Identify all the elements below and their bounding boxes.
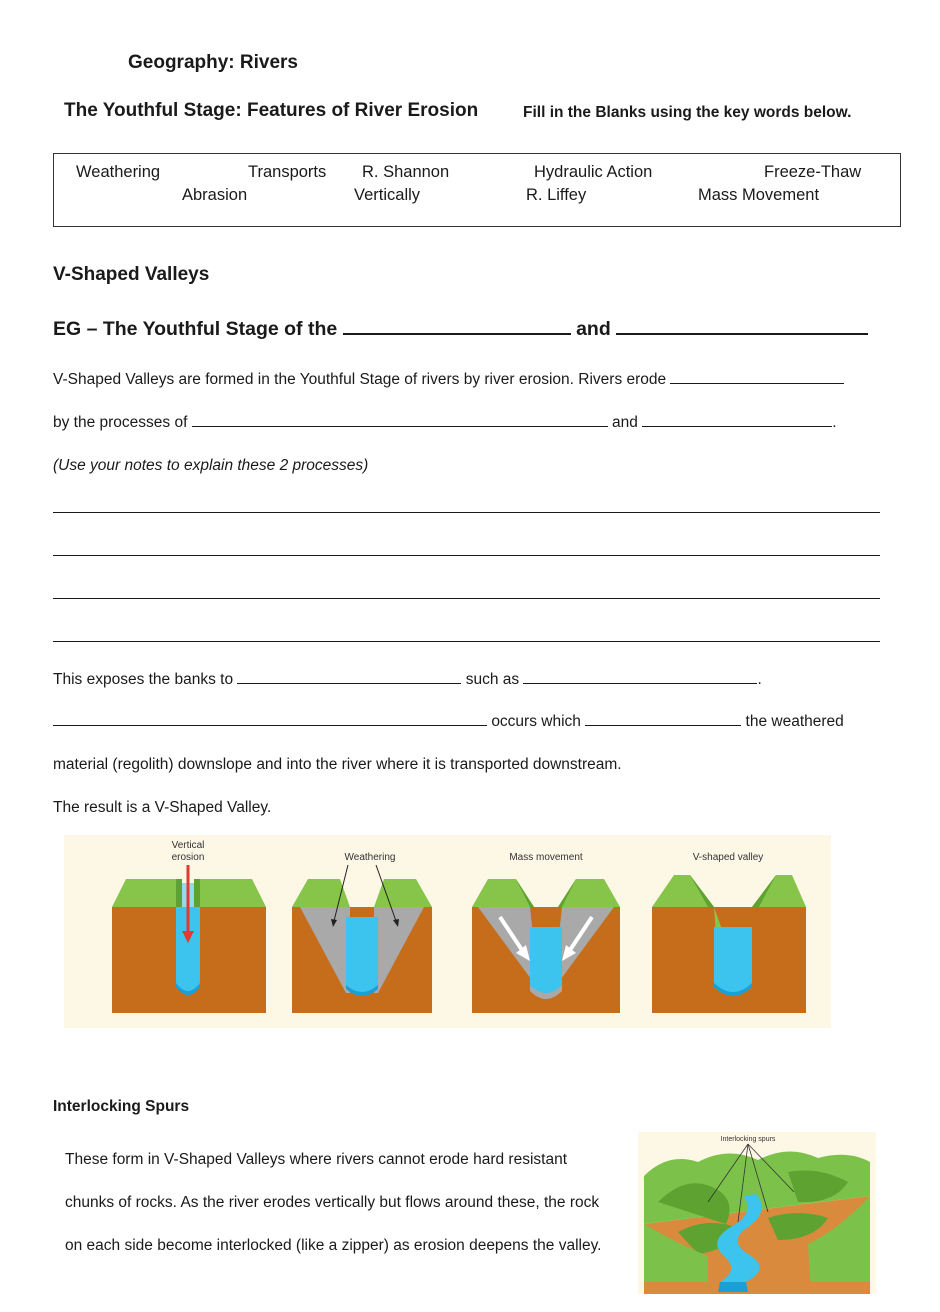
label-v-shaped-valley: V-shaped valley — [692, 852, 764, 863]
spurs-text-3: on each side become interlocked (like a zipper) as erosion deepens the valley. — [65, 1237, 602, 1254]
text-line-2 — [53, 414, 837, 432]
eg-line — [53, 317, 868, 341]
keyword-liffey: R. Liffey — [526, 186, 587, 204]
spurs-text-2: chunks of rocks. As the river erodes vertically but flows around these, the rock — [65, 1194, 600, 1211]
line2-end: . — [832, 414, 837, 431]
line3-text-b: such as — [465, 671, 520, 688]
line1-text: V-Shaped Valleys are formed in the Youthful Stage of rivers by river erosion. Rivers erode — [53, 371, 667, 388]
text-line-4 — [53, 713, 844, 731]
blank-process-2[interactable] — [642, 414, 832, 427]
line3-end: . — [757, 671, 762, 688]
line2-text-b: and — [612, 414, 638, 431]
label-weathering: Weathering — [344, 852, 396, 863]
note-text: (Use your notes to explain these 2 processes) — [53, 457, 369, 474]
keyword-abrasion: Abrasion — [182, 186, 248, 204]
keyword-weathering: Weathering — [76, 163, 161, 181]
answer-line-4[interactable] — [53, 641, 880, 642]
text-line-3 — [53, 671, 762, 689]
panel-vertical-erosion — [112, 865, 266, 1013]
blank-river-2[interactable] — [616, 317, 868, 335]
answer-line-2[interactable] — [53, 555, 880, 556]
eg-prefix: EG – The Youthful Stage of the — [53, 318, 338, 340]
blank-process-1[interactable] — [192, 414, 608, 427]
blank-river-1[interactable] — [343, 317, 571, 335]
vvalleys-heading: V-Shaped Valleys — [53, 264, 210, 285]
keyword-transports: Transports — [248, 163, 327, 181]
spurs-heading: Interlocking Spurs — [53, 1098, 190, 1115]
keyword-vertically: Vertically — [354, 186, 421, 204]
keyword-shannon: R. Shannon — [362, 163, 450, 181]
answer-line-1[interactable] — [53, 512, 880, 513]
line2-text-a: by the processes of — [53, 414, 188, 431]
page-title: Geography: Rivers — [128, 52, 298, 73]
label-vertical-1: Vertical — [171, 840, 205, 851]
blank-example[interactable] — [523, 671, 757, 684]
section-title: The Youthful Stage: Features of River Erosion — [64, 100, 479, 121]
eg-and: and — [576, 318, 611, 340]
keyword-freeze-thaw: Freeze-Thaw — [764, 163, 862, 181]
spurs-text-1: These form in V-Shaped Valleys where rivers cannot erode hard resistant — [65, 1151, 567, 1168]
keyword-mass-movement: Mass Movement — [698, 186, 820, 204]
instructions: Fill in the Blanks using the key words below. — [523, 104, 852, 121]
blank-transports[interactable] — [585, 713, 741, 726]
line3-text-a: This exposes the banks to — [53, 671, 234, 688]
keyword-box — [53, 153, 901, 227]
answer-line-3[interactable] — [53, 598, 880, 599]
spurs-image-label: Interlocking spurs — [720, 1136, 776, 1143]
label-vertical-2: erosion — [171, 852, 205, 863]
label-mass-movement: Mass movement — [509, 852, 583, 863]
interlocking-spurs-image — [638, 1132, 876, 1294]
blank-erode[interactable] — [670, 371, 844, 384]
blank-mass-movement[interactable] — [53, 713, 487, 726]
line4-text-b: the weathered — [745, 713, 844, 730]
blank-weathering[interactable] — [237, 671, 461, 684]
text-line-6: The result is a V-Shaped Valley. — [53, 799, 272, 816]
line4-text-a: occurs which — [491, 713, 581, 730]
text-line-1 — [53, 371, 844, 389]
vvalley-diagram — [64, 835, 831, 1028]
keyword-hydraulic: Hydraulic Action — [534, 163, 653, 181]
text-line-5: material (regolith) downslope and into the river where it is transported downstream. — [53, 756, 622, 773]
